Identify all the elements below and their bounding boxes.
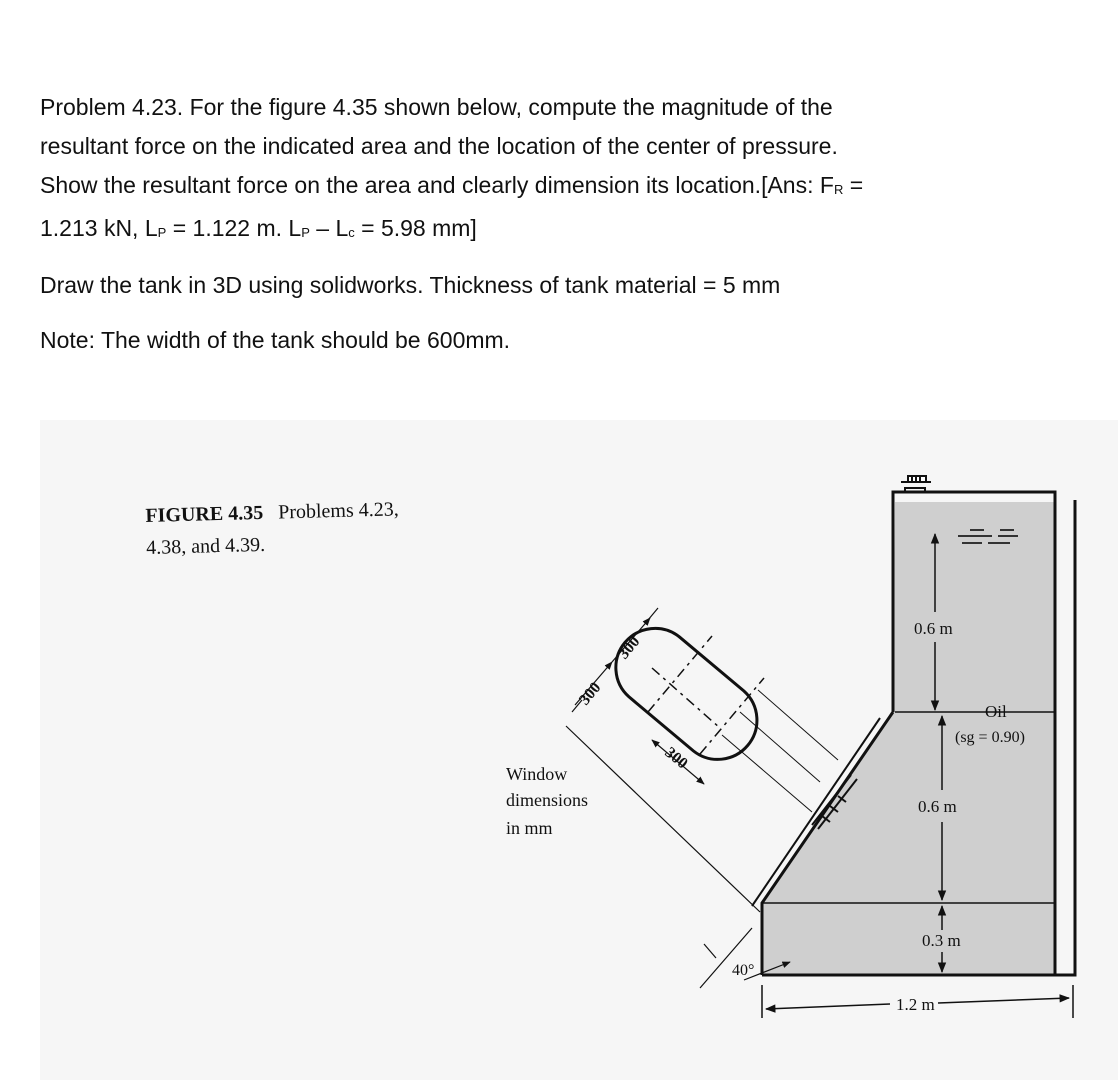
window-dimension-lines	[566, 608, 790, 988]
width-note: Note: The width of the tank should be 600mm.	[40, 327, 511, 353]
fluid-sg: (sg = 0.90)	[955, 729, 1025, 746]
window-label-3: in mm	[506, 818, 553, 838]
figure-caption-line2: 4.38, and 4.39.	[145, 533, 266, 559]
figure-caption-problems: Problems 4.23,	[277, 498, 399, 524]
window-label-2: dimensions	[506, 790, 589, 810]
depth-bottom-label: 0.3 m	[922, 931, 961, 950]
angle-label: 40°	[732, 962, 755, 979]
draw-instruction: Draw the tank in 3D using solidworks. Thickness of tank material = 5 mm	[40, 272, 781, 298]
depth-mid-label: 0.6 m	[918, 797, 957, 816]
fluid-name: Oil	[985, 702, 1007, 721]
problem-line-4: 1.213 kN, $L_P = 1.122$ m. $L_P - L_c = 5.98$ mm]	[40, 215, 477, 241]
problem-line-1: Problem 4.23. For the figure 4.35 shown below, compute the magnitude of the	[40, 94, 833, 120]
window-dim-300-a: 300	[576, 679, 605, 709]
window-label-1: Window	[506, 764, 568, 784]
problem-line-3: Show the resultant force on the area and clearly dimension its location.[Ans: $F_R$ =	[40, 172, 864, 198]
window-dim-300-c: 300	[661, 744, 691, 773]
vent-cap-icon	[901, 476, 931, 482]
depth-top-label: 0.6 m	[914, 619, 953, 638]
window-dim-300-b: 300	[615, 633, 644, 663]
window-projection	[616, 628, 838, 812]
width-label: 1.2 m	[896, 995, 935, 1014]
problem-line-2: resultant force on the indicated area and the location of the center of pressure.	[40, 133, 838, 159]
figure-caption-title: FIGURE 4.35	[145, 501, 264, 527]
